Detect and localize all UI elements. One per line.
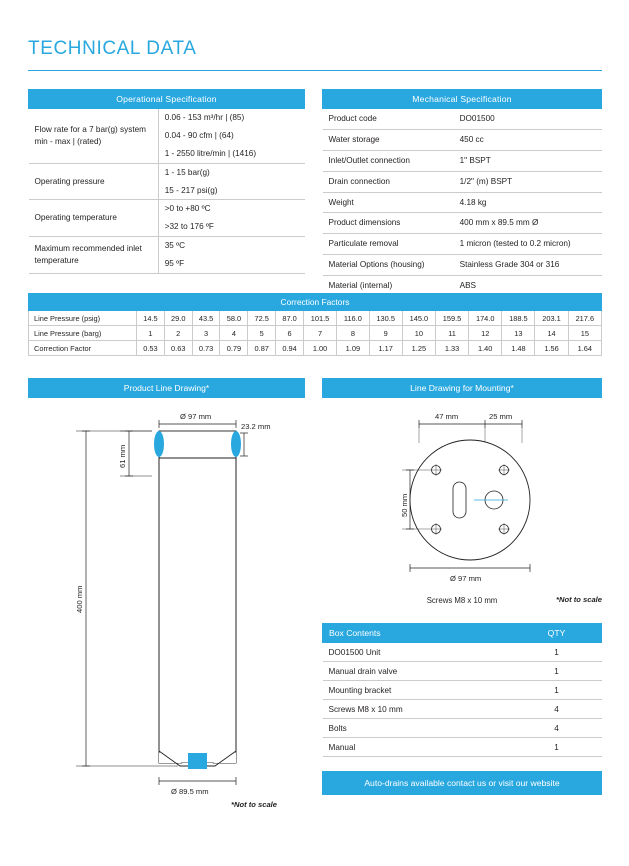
table-row	[29, 326, 602, 341]
op-row-values	[158, 237, 304, 274]
product-line-drawing-panel	[28, 378, 305, 809]
dim-total-height: 400 mm	[75, 585, 84, 613]
mech-row-value: 1" BSPT	[454, 150, 602, 171]
box-contents-qty-header: QTY	[512, 624, 602, 643]
operational-specification-table	[28, 89, 305, 274]
dim-circle-diameter: Ø 97 mm	[450, 574, 482, 583]
box-item: DO01500 Unit	[323, 643, 512, 662]
dim-width-b: 25 mm	[489, 412, 513, 421]
mech-row-label: Weight	[323, 192, 454, 213]
mech-row-value: 1 micron (tested to 0.2 micron)	[454, 234, 602, 255]
box-qty: 1	[512, 738, 602, 757]
mech-row-label: Material (internal)	[323, 276, 454, 297]
cf-cell: 1.17	[369, 341, 402, 356]
mech-row-label: Inlet/Outlet connection	[323, 150, 454, 171]
table-row	[29, 341, 602, 356]
box-contents-block	[322, 623, 602, 757]
mech-row-value: 1/2" (m) BSPT	[454, 171, 602, 192]
cf-cell: 217.6	[568, 311, 601, 326]
cf-cell: 145.0	[402, 311, 435, 326]
mounting-drawing-panel	[322, 378, 602, 604]
cf-cell: 10	[402, 326, 435, 341]
cf-cell: 1.56	[535, 341, 568, 356]
mech-row-value: DO01500	[454, 109, 602, 130]
box-qty: 4	[512, 719, 602, 738]
table-row	[323, 643, 602, 662]
table-row	[323, 681, 602, 700]
box-contents-table	[322, 623, 602, 757]
box-qty: 4	[512, 700, 602, 719]
screws-note: Screws M8 x 10 mm	[426, 596, 498, 605]
cf-row-label: Line Pressure (barg)	[29, 326, 137, 341]
dim-top-diameter: Ø 97 mm	[180, 412, 212, 421]
cf-cell: 43.5	[192, 311, 220, 326]
op-row-label: Maximum recommended inlet temperature	[29, 237, 159, 274]
table-row	[323, 662, 602, 681]
cf-cell: 7	[303, 326, 336, 341]
cf-cell: 0.53	[137, 341, 165, 356]
cf-cell: 203.1	[535, 311, 568, 326]
dim-width-a: 47 mm	[435, 412, 459, 421]
cf-cell: 2	[164, 326, 192, 341]
cf-cell: 13	[502, 326, 535, 341]
cf-cell: 58.0	[220, 311, 248, 326]
mech-row-label: Drain connection	[323, 171, 454, 192]
title-divider	[28, 70, 602, 71]
auto-drains-banner[interactable]: Auto-drains available contact us or visit our website	[322, 771, 602, 795]
cf-cell: 14	[535, 326, 568, 341]
cf-cell: 11	[435, 326, 468, 341]
cf-cell: 0.79	[220, 341, 248, 356]
op-row-values	[158, 109, 304, 164]
cf-cell: 8	[337, 326, 369, 341]
op-row-label: Operating pressure	[29, 163, 159, 200]
box-qty: 1	[512, 681, 602, 700]
mechanical-specification-block	[322, 89, 602, 297]
cf-cell: 174.0	[469, 311, 502, 326]
mech-row-label: Product code	[323, 109, 454, 130]
cf-cell: 0.73	[192, 341, 220, 356]
dim-height-a: 50 mm	[400, 493, 409, 517]
mech-row-value: ABS	[454, 276, 602, 297]
cf-cell: 6	[276, 326, 304, 341]
cf-cell: 188.5	[502, 311, 535, 326]
box-contents-header: Box Contents	[323, 624, 512, 643]
cf-cell: 87.0	[276, 311, 304, 326]
mech-row-value: 450 cc	[454, 129, 602, 150]
cf-row-label: Correction Factor	[29, 341, 137, 356]
mech-row-label: Water storage	[323, 129, 454, 150]
op-value: 0.06 - 153 m³/hr | (85)	[164, 113, 245, 122]
mech-row-label: Material Options (housing)	[323, 255, 454, 276]
cf-cell: 0.63	[164, 341, 192, 356]
mech-row-label: Product dimensions	[323, 213, 454, 234]
op-row-label: Operating temperature	[29, 200, 159, 237]
dim-upper-height: 61 mm	[118, 444, 127, 468]
correction-factors-block	[28, 293, 602, 356]
op-value: >32 to 176 ºF	[164, 222, 214, 232]
box-item: Manual drain valve	[323, 662, 512, 681]
cf-cell: 14.5	[137, 311, 165, 326]
cf-cell: 72.5	[248, 311, 276, 326]
cf-cell: 1.09	[337, 341, 369, 356]
correction-factors-header: Correction Factors	[29, 294, 602, 311]
op-value: 0.04 - 90 cfm | (64)	[164, 130, 234, 140]
cf-cell: 1.64	[568, 341, 601, 356]
correction-factors-table	[28, 293, 602, 356]
cf-cell: 0.87	[248, 341, 276, 356]
box-item: Bolts	[323, 719, 512, 738]
cf-cell: 1.40	[469, 341, 502, 356]
op-value: 35 ºC	[164, 241, 186, 251]
cf-cell: 1.33	[435, 341, 468, 356]
left-drawing-note: *Not to scale	[231, 800, 277, 809]
box-item: Mounting bracket	[323, 681, 512, 700]
product-line-drawing-header: Product Line Drawing*	[28, 378, 305, 398]
mech-row-value: Stainless Grade 304 or 316	[454, 255, 602, 276]
cf-cell: 116.0	[337, 311, 369, 326]
table-row	[29, 311, 602, 326]
op-value: >0 to +80 ºC	[164, 204, 211, 214]
mounting-drawing-header: Line Drawing for Mounting*	[322, 378, 602, 398]
cf-cell: 1	[137, 326, 165, 341]
page-title: TECHNICAL DATA	[28, 38, 197, 59]
mech-row-value: 4.18 kg	[454, 192, 602, 213]
cf-cell: 3	[192, 326, 220, 341]
cf-row-label: Line Pressure (psig)	[29, 311, 137, 326]
dim-cap-height: 23.2 mm	[241, 422, 271, 431]
cf-cell: 101.5	[303, 311, 336, 326]
cf-cell: 130.5	[369, 311, 402, 326]
op-value: 1 - 15 bar(g)	[164, 167, 210, 177]
op-row-values	[158, 163, 304, 200]
op-value: 15 - 217 psi(g)	[164, 185, 218, 195]
mech-row-value: 400 mm x 89.5 mm Ø	[454, 213, 602, 234]
box-qty: 1	[512, 662, 602, 681]
box-item: Screws M8 x 10 mm	[323, 700, 512, 719]
cf-cell: 12	[469, 326, 502, 341]
cf-cell: 1.48	[502, 341, 535, 356]
cf-cell: 1.00	[303, 341, 336, 356]
cf-cell: 9	[369, 326, 402, 341]
op-value: 95 ºF	[164, 259, 185, 269]
table-row	[323, 738, 602, 757]
dim-bottom-diameter: Ø 89.5 mm	[171, 787, 209, 796]
table-row	[323, 719, 602, 738]
cf-cell: 1.25	[402, 341, 435, 356]
product-line-drawing-svg	[28, 398, 305, 798]
operational-specification-block	[28, 89, 305, 274]
mechanical-specification-table	[322, 89, 602, 297]
right-drawing-note: *Not to scale	[556, 595, 602, 604]
op-value: 1 - 2550 litre/min | (1416)	[164, 148, 257, 158]
cf-cell: 15	[568, 326, 601, 341]
mounting-drawing-svg	[322, 398, 602, 594]
cf-cell: 4	[220, 326, 248, 341]
cf-cell: 29.0	[164, 311, 192, 326]
mech-row-label: Particulate removal	[323, 234, 454, 255]
op-row-values	[158, 200, 304, 237]
box-qty: 1	[512, 643, 602, 662]
cf-cell: 0.94	[276, 341, 304, 356]
op-row-label: Flow rate for a 7 bar(g) system min - max | (rated)	[29, 109, 159, 164]
cf-cell: 159.5	[435, 311, 468, 326]
box-item: Manual	[323, 738, 512, 757]
mechanical-header: Mechanical Specification	[323, 90, 602, 109]
operational-header: Operational Specification	[29, 90, 305, 109]
cf-cell: 5	[248, 326, 276, 341]
table-row	[323, 700, 602, 719]
